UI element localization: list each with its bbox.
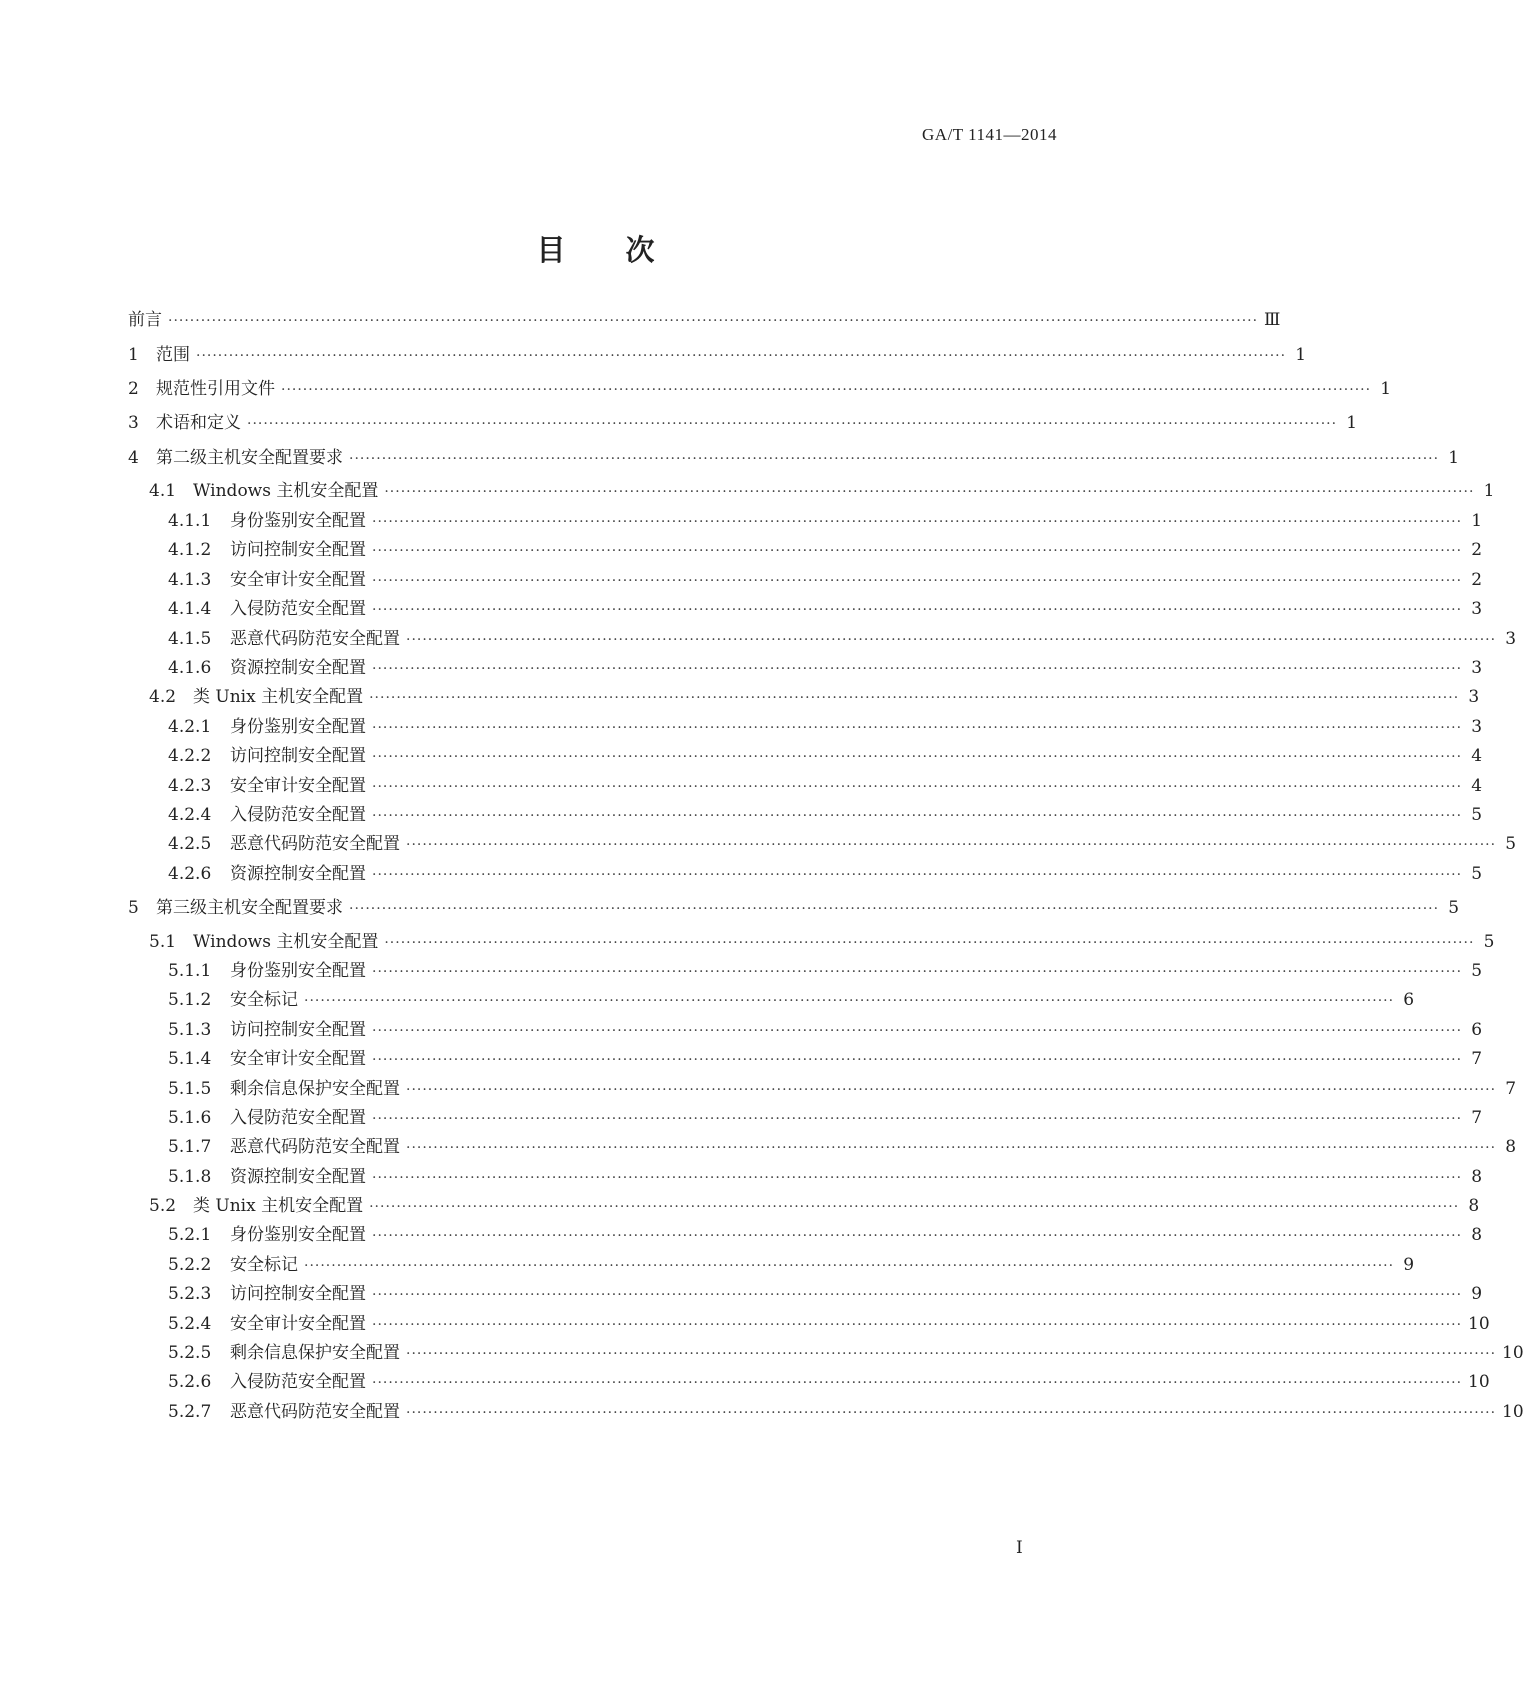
toc-entry-label: 前言 xyxy=(128,310,162,330)
toc-entry-page: 9 xyxy=(1403,1255,1415,1275)
toc-entry-page: 8 xyxy=(1471,1225,1483,1245)
toc-entry-page: 3 xyxy=(1505,629,1517,649)
toc-entry-page: 7 xyxy=(1471,1049,1483,1069)
toc-entry-label: 安全标记 xyxy=(230,1255,298,1275)
toc-entry-page: 5 xyxy=(1471,864,1483,884)
toc-entry-label: 安全审计安全配置 xyxy=(230,1314,366,1334)
toc-entry-page: 2 xyxy=(1471,570,1483,590)
toc-entry-label: 术语和定义 xyxy=(156,413,241,433)
title-char-left: 目 xyxy=(536,233,566,267)
toc-entry[interactable] xyxy=(168,1341,1524,1365)
toc-leader-dots: ········································································································································································································ xyxy=(384,484,1475,500)
toc-entry[interactable] xyxy=(128,308,1281,332)
toc-entry-label: 恶意代码防范安全配置 xyxy=(230,629,400,649)
toc-entry[interactable] xyxy=(168,538,1483,562)
toc-entry[interactable] xyxy=(168,774,1483,798)
toc-entry-label: 资源控制安全配置 xyxy=(230,1167,366,1187)
toc-leader-dots: ········································································································································································································ xyxy=(372,964,1463,980)
toc-entry-number: 4.2.6 xyxy=(168,864,212,884)
toc-entry-label: 安全标记 xyxy=(230,990,298,1010)
toc-leader-dots: ········································································································································································································ xyxy=(406,632,1497,648)
toc-entry-label: 剩余信息保护安全配置 xyxy=(230,1343,400,1363)
toc-leader-dots: ········································································································································································································ xyxy=(349,901,1440,917)
toc-leader-dots: ········································································································································································································ xyxy=(372,661,1463,677)
toc-leader-dots: ········································································································································································································ xyxy=(304,993,1395,1009)
toc-entry[interactable] xyxy=(168,656,1483,680)
toc-leader-dots: ········································································································································································································ xyxy=(372,1375,1463,1391)
toc-entry-label: 安全审计安全配置 xyxy=(230,1049,366,1069)
toc-entry-page: 9 xyxy=(1471,1284,1483,1304)
toc-entry-label: 入侵防范安全配置 xyxy=(230,1108,366,1128)
toc-entry-page: 5 xyxy=(1505,834,1517,854)
toc-leader-dots: ········································································································································································································ xyxy=(406,1140,1497,1156)
toc-entry[interactable] xyxy=(128,896,1460,920)
toc-entry-number: 5 xyxy=(128,898,139,918)
toc-leader-dots: ········································································································································································································ xyxy=(369,1199,1460,1215)
toc-entry-label: 访问控制安全配置 xyxy=(230,746,366,766)
toc-entry-page: 4 xyxy=(1471,776,1483,796)
toc-entry-label: 范围 xyxy=(156,345,190,365)
toc-entry-label: 安全审计安全配置 xyxy=(230,570,366,590)
toc-entry-page: Ⅲ xyxy=(1264,310,1281,330)
toc-entry[interactable] xyxy=(168,1253,1415,1277)
toc-entry-page: 5 xyxy=(1471,961,1483,981)
toc-entry-number: 4.2.2 xyxy=(168,746,212,766)
toc-entry[interactable] xyxy=(168,627,1517,651)
toc-entry-number: 5.2.5 xyxy=(168,1343,212,1363)
toc-entry-label: 类 Unix 主机安全配置 xyxy=(193,1196,364,1216)
toc-entry-page: 8 xyxy=(1505,1137,1517,1157)
toc-leader-dots: ········································································································································································································ xyxy=(304,1258,1395,1274)
toc-entry-label: 恶意代码防范安全配置 xyxy=(230,1137,400,1157)
toc-entry[interactable] xyxy=(168,509,1483,533)
toc-entry-page: 5 xyxy=(1483,932,1495,952)
toc-entry-label: 第三级主机安全配置要求 xyxy=(156,898,343,918)
toc-entry-number: 5.1.2 xyxy=(168,990,212,1010)
toc-entry-number: 1 xyxy=(128,345,139,365)
toc-leader-dots: ········································································································································································································ xyxy=(196,348,1287,364)
toc-entry-label: 入侵防范安全配置 xyxy=(230,805,366,825)
toc-entry-label: 恶意代码防范安全配置 xyxy=(230,1402,400,1422)
toc-entry[interactable] xyxy=(168,832,1517,856)
toc-entry-number: 4.2 xyxy=(149,687,177,707)
toc-entry-page: 1 xyxy=(1380,379,1392,399)
toc-entry-page: 3 xyxy=(1471,717,1483,737)
toc-entry-number: 5.1.8 xyxy=(168,1167,212,1187)
toc-entry-number: 4.1.1 xyxy=(168,511,212,531)
toc-leader-dots: ········································································································································································································ xyxy=(369,690,1460,706)
toc-entry-number: 5.1.6 xyxy=(168,1108,212,1128)
toc-entry[interactable] xyxy=(168,1370,1490,1394)
document-id: GA/T 1141—2014 xyxy=(922,125,1057,144)
toc-leader-dots: ········································································································································································································ xyxy=(349,451,1440,467)
toc-entry-number: 5.1.1 xyxy=(168,961,212,981)
toc-entry[interactable] xyxy=(168,1165,1483,1189)
toc-entry-label: 访问控制安全配置 xyxy=(230,540,366,560)
toc-entry-number: 5.1.5 xyxy=(168,1079,212,1099)
toc-entry-label: 身份鉴别安全配置 xyxy=(230,717,366,737)
toc-entry-label: 资源控制安全配置 xyxy=(230,658,366,678)
toc-entry-number: 5.2.7 xyxy=(168,1402,212,1422)
toc-entry-page: 3 xyxy=(1468,687,1480,707)
toc-entry-page: 5 xyxy=(1471,805,1483,825)
toc-entry-label: 入侵防范安全配置 xyxy=(230,599,366,619)
toc-entry[interactable] xyxy=(168,568,1483,592)
toc-entry-label: 入侵防范安全配置 xyxy=(230,1372,366,1392)
toc-entry-page: 5 xyxy=(1448,898,1460,918)
toc-entry-label: 资源控制安全配置 xyxy=(230,864,366,884)
toc-entry-label: 恶意代码防范安全配置 xyxy=(230,834,400,854)
toc-entry-number: 5.2.2 xyxy=(168,1255,212,1275)
toc-leader-dots: ········································································································································································································ xyxy=(372,808,1463,824)
toc-entry[interactable] xyxy=(168,959,1483,983)
toc-leader-dots: ········································································································································································································ xyxy=(372,1052,1463,1068)
toc-entry-page: 7 xyxy=(1505,1079,1517,1099)
toc-entry[interactable] xyxy=(168,1018,1483,1042)
toc-entry[interactable] xyxy=(168,715,1483,739)
toc-entry-number: 4.1.3 xyxy=(168,570,212,590)
toc-entry-number: 4.2.5 xyxy=(168,834,212,854)
toc-entry-number: 5.2.1 xyxy=(168,1225,212,1245)
toc-entry-page: 1 xyxy=(1483,481,1495,501)
toc-entry-number: 4.2.3 xyxy=(168,776,212,796)
toc-entry[interactable] xyxy=(168,1135,1517,1159)
toc-entry-number: 3 xyxy=(128,413,139,433)
toc-entry-label: 访问控制安全配置 xyxy=(230,1284,366,1304)
toc-leader-dots: ········································································································································································································ xyxy=(372,1228,1463,1244)
toc-entry[interactable] xyxy=(168,1223,1483,1247)
toc-entry-page: 1 xyxy=(1448,448,1460,468)
toc-entry[interactable] xyxy=(128,411,1358,435)
toc-entry-page: 2 xyxy=(1471,540,1483,560)
toc-entry-page: 1 xyxy=(1346,413,1358,433)
toc-entry-page: 3 xyxy=(1471,658,1483,678)
toc-entry[interactable] xyxy=(128,446,1460,470)
toc-leader-dots: ········································································································································································································ xyxy=(372,749,1463,765)
toc-leader-dots: ········································································································································································································ xyxy=(372,1287,1463,1303)
toc-entry-number: 4.1.6 xyxy=(168,658,212,678)
toc-entry-page: 10 xyxy=(1502,1402,1524,1422)
toc-entry-number: 5.1.7 xyxy=(168,1137,212,1157)
toc-entry[interactable] xyxy=(168,862,1483,886)
toc-entry-page: 7 xyxy=(1471,1108,1483,1128)
toc-leader-dots: ········································································································································································································ xyxy=(372,514,1463,530)
toc-leader-dots: ········································································································································································································ xyxy=(372,602,1463,618)
toc-leader-dots: ········································································································································································································ xyxy=(372,720,1463,736)
toc-entry-page: 6 xyxy=(1403,990,1415,1010)
toc-entry-label: 类 Unix 主机安全配置 xyxy=(193,687,364,707)
toc-entry-number: 5.2.6 xyxy=(168,1372,212,1392)
toc-entry[interactable] xyxy=(168,1106,1483,1130)
page-title xyxy=(0,228,1191,269)
toc-entry[interactable] xyxy=(168,988,1415,1012)
toc-entry-number: 5.1.3 xyxy=(168,1020,212,1040)
toc-entry-page: 6 xyxy=(1471,1020,1483,1040)
toc-entry-number: 5.1.4 xyxy=(168,1049,212,1069)
toc-entry-label: Windows 主机安全配置 xyxy=(193,932,379,952)
toc-entry-label: 身份鉴别安全配置 xyxy=(230,1225,366,1245)
toc-entry-page: 3 xyxy=(1471,599,1483,619)
toc-leader-dots: ········································································································································································································ xyxy=(372,1317,1463,1333)
toc-leader-dots: ········································································································································································································ xyxy=(281,382,1372,398)
toc-leader-dots: ········································································································································································································ xyxy=(372,543,1463,559)
toc-entry[interactable] xyxy=(128,343,1307,367)
toc-leader-dots: ········································································································································································································ xyxy=(372,779,1463,795)
page-number: I xyxy=(1016,1538,1023,1558)
toc-entry-page: 1 xyxy=(1471,511,1483,531)
toc-leader-dots: ········································································································································································································ xyxy=(372,1111,1463,1127)
toc-leader-dots: ········································································································································································································ xyxy=(372,1170,1463,1186)
toc-entry-page: 10 xyxy=(1468,1372,1490,1392)
toc-entry-number: 5.1 xyxy=(149,932,177,952)
toc-entry[interactable] xyxy=(168,1282,1483,1306)
toc-entry-number: 4.1.4 xyxy=(168,599,212,619)
toc-entry[interactable] xyxy=(149,930,1495,954)
toc-leader-dots: ········································································································································································································ xyxy=(406,1082,1497,1098)
toc-entry-number: 4.2.4 xyxy=(168,805,212,825)
toc-leader-dots: ········································································································································································································ xyxy=(384,935,1475,951)
toc-entry-label: 第二级主机安全配置要求 xyxy=(156,448,343,468)
toc-entry[interactable] xyxy=(168,803,1483,827)
toc-entry-number: 4.2.1 xyxy=(168,717,212,737)
toc-entry-number: 5.2 xyxy=(149,1196,177,1216)
toc-entry-number: 5.2.3 xyxy=(168,1284,212,1304)
toc-entry[interactable] xyxy=(149,1194,1480,1218)
toc-entry-label: 身份鉴别安全配置 xyxy=(230,961,366,981)
toc-leader-dots: ········································································································································································································ xyxy=(406,1346,1497,1362)
toc-entry-number: 4.1.5 xyxy=(168,629,212,649)
toc-entry[interactable] xyxy=(168,1312,1490,1336)
toc-entry[interactable] xyxy=(168,597,1483,621)
toc-entry-page: 8 xyxy=(1468,1196,1480,1216)
toc-entry-number: 4 xyxy=(128,448,139,468)
toc-entry-label: 剩余信息保护安全配置 xyxy=(230,1079,400,1099)
toc-entry[interactable] xyxy=(168,1077,1517,1101)
toc-entry-number: 4.1.2 xyxy=(168,540,212,560)
toc-entry-number: 4.1 xyxy=(149,481,177,501)
toc-leader-dots: ········································································································································································································ xyxy=(372,1023,1463,1039)
toc-leader-dots: ········································································································································································································ xyxy=(168,313,1259,329)
toc-entry[interactable] xyxy=(149,685,1480,709)
toc-leader-dots: ········································································································································································································ xyxy=(372,573,1463,589)
toc-entry-page: 1 xyxy=(1295,345,1307,365)
toc-entry-page: 8 xyxy=(1471,1167,1483,1187)
toc-entry-label: 身份鉴别安全配置 xyxy=(230,511,366,531)
toc-entry[interactable] xyxy=(168,1400,1524,1424)
title-char-right: 次 xyxy=(625,233,655,267)
toc-entry[interactable] xyxy=(168,744,1483,768)
toc-entry-number: 2 xyxy=(128,379,139,399)
toc-entry-page: 4 xyxy=(1471,746,1483,766)
toc-leader-dots: ········································································································································································································ xyxy=(406,837,1497,853)
toc-entry[interactable] xyxy=(149,479,1495,503)
toc-leader-dots: ········································································································································································································ xyxy=(372,867,1463,883)
toc-entry-page: 10 xyxy=(1468,1314,1490,1334)
toc-entry-number: 5.2.4 xyxy=(168,1314,212,1334)
toc-entry[interactable] xyxy=(128,377,1392,401)
toc-entry-label: Windows 主机安全配置 xyxy=(193,481,379,501)
toc-entry-label: 访问控制安全配置 xyxy=(230,1020,366,1040)
toc-entry-page: 10 xyxy=(1502,1343,1524,1363)
toc-leader-dots: ········································································································································································································ xyxy=(406,1405,1497,1421)
toc-leader-dots: ········································································································································································································ xyxy=(247,416,1338,432)
toc-entry[interactable] xyxy=(168,1047,1483,1071)
toc-entry-label: 规范性引用文件 xyxy=(156,379,275,399)
toc-entry-label: 安全审计安全配置 xyxy=(230,776,366,796)
